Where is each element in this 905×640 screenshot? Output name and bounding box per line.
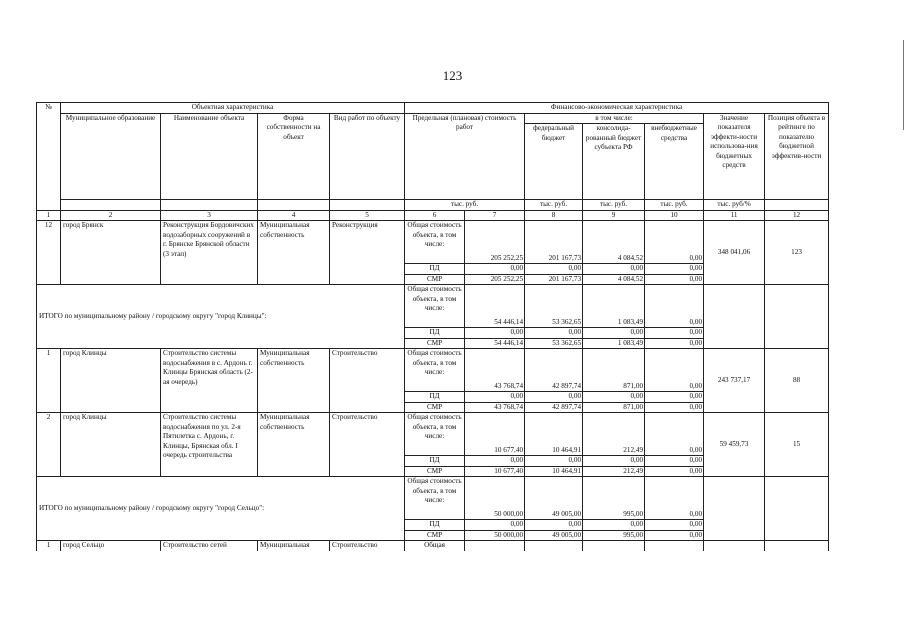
value-cell: 871,00 [583, 402, 645, 413]
subtotal-row-total [37, 477, 829, 520]
col-number: 4 [258, 210, 330, 221]
value-cell: 43 768,74 [465, 349, 525, 392]
value-cell: 0,00 [525, 520, 583, 531]
value-cell: 49 005,00 [525, 477, 583, 520]
header-work-type: Вид работ по объекту [330, 113, 405, 200]
value-cell: 871,00 [583, 349, 645, 392]
row-no: 2 [37, 413, 61, 477]
pd-label: ПД [405, 392, 465, 403]
row-object: Строительство сетей [161, 541, 258, 551]
row-rank: 123 [765, 221, 829, 285]
value-cell: 0,00 [465, 456, 525, 467]
row-indicator: 243 737,17 [704, 349, 765, 413]
header-limit-cost: Предельная (плановая) стоимость работ [405, 113, 525, 200]
value-cell: 0,00 [645, 456, 704, 467]
value-cell: 10 677,40 [465, 413, 525, 456]
row-work-type: Строительство [330, 349, 405, 413]
col-number: 5 [330, 210, 405, 221]
value-cell: 0,00 [583, 264, 645, 275]
col-number: 2 [61, 210, 161, 221]
row-no: 1 [37, 541, 61, 551]
row-municipality: город Клинцы [61, 349, 161, 413]
value-cell: 10 677,40 [465, 466, 525, 477]
unit-cell: тыс. руб. [525, 200, 583, 211]
object-row-total [37, 413, 829, 456]
value-cell: 0,00 [645, 520, 704, 531]
header-consolidated: консолида-рованный бюджет субъекта РФ [583, 124, 645, 200]
value-cell: 201 167,73 [525, 221, 583, 264]
smr-label: СМР [405, 466, 465, 477]
value-cell: 0,00 [645, 530, 704, 541]
value-cell: 0,00 [525, 456, 583, 467]
header-object-name: Наименование объекта [161, 113, 258, 200]
pd-label: ПД [405, 456, 465, 467]
subtotal-row-total [37, 285, 829, 328]
row-work-type: Строительство [330, 413, 405, 477]
value-cell: 0,00 [645, 392, 704, 403]
value-cell: 0,00 [583, 392, 645, 403]
header-indicator: Значение показателя эффекти-ности использова-ния бюджетных средств [704, 113, 765, 200]
header-row-2 [37, 113, 829, 124]
value-cell: 0,00 [583, 328, 645, 339]
value-cell: 4 084,52 [583, 221, 645, 264]
row-work-type: Реконструкция [330, 221, 405, 285]
header-ownership: Форма собственности на объект [258, 113, 330, 200]
row-ownership: Муниципальная собственность [258, 221, 330, 285]
row-object: Строительство системы водоснабжения по ул. 2-я Пятилетка с. Ардонь, г. Клинцы, Брянская обл. I очередь строительства [161, 413, 258, 477]
value-cell: 0,00 [645, 413, 704, 456]
header-municipality: Муниципальное образование [61, 113, 161, 200]
value-cell: 1 083,49 [583, 338, 645, 349]
row-rank: 88 [765, 349, 829, 413]
value-cell: 0,00 [465, 328, 525, 339]
value-cell: 0,00 [525, 392, 583, 403]
value-cell: 53 362,65 [525, 285, 583, 328]
pd-label: ПД [405, 264, 465, 275]
col-number: 8 [525, 210, 583, 221]
header-including: в том числе: [525, 113, 704, 124]
col-number: 7 [465, 210, 525, 221]
header-federal: федеральный бюджет [525, 124, 583, 200]
smr-label: СМР [405, 402, 465, 413]
object-row-total [37, 349, 829, 392]
value-cell: 0,00 [645, 274, 704, 285]
margin-line [903, 40, 904, 130]
subtotal-label: ИТОГО по муниципальному району / городскому округу "город Клинцы": [37, 285, 405, 349]
row-rank: 15 [765, 413, 829, 477]
row-work-type: Строительство [330, 541, 405, 551]
smr-label: СМР [405, 338, 465, 349]
row-ownership: Муниципальная собственность [258, 413, 330, 477]
col-number: 9 [583, 210, 645, 221]
value-cell: 54 446,14 [465, 285, 525, 328]
total-cost-label-partial: Общая [405, 541, 465, 551]
row-no: 12 [37, 221, 61, 285]
col-number: 1 [37, 210, 61, 221]
value-cell: 0,00 [583, 520, 645, 531]
value-cell: 0,00 [583, 456, 645, 467]
value-cell: 0,00 [645, 477, 704, 520]
row-ownership: Муниципальная собственность [258, 349, 330, 413]
subtotal-label: ИТОГО по муниципальному району / городскому округу "город Сельцо": [37, 477, 405, 541]
value-cell: 42 897,74 [525, 349, 583, 392]
col-number: 6 [405, 210, 465, 221]
investment-table [36, 102, 829, 551]
page-number: 123 [442, 68, 463, 83]
value-cell: 49 005,00 [525, 530, 583, 541]
header-units-row [37, 200, 829, 211]
pd-label: ПД [405, 328, 465, 339]
object-row-total [37, 221, 829, 264]
unit-cell: тыс. руб. [405, 200, 525, 211]
row-no: 1 [37, 349, 61, 413]
value-cell: 4 084,52 [583, 274, 645, 285]
header-rank: Позиция объекта в рейтинге по показателю бюджетной эффектив-ности [765, 113, 829, 200]
value-cell: 0,00 [645, 264, 704, 275]
value-cell: 212,49 [583, 466, 645, 477]
total-cost-label: Общая стоимость объекта, в том числе: [405, 477, 465, 520]
row-municipality: город Клинцы [61, 413, 161, 477]
row-object: Реконструкция Бордовичских водозаборных сооружений в г. Брянске Брянской области (3 этап) [161, 221, 258, 285]
value-cell: 0,00 [645, 349, 704, 392]
value-cell: 995,00 [583, 477, 645, 520]
col-number: 3 [161, 210, 258, 221]
value-cell: 201 167,73 [525, 274, 583, 285]
value-cell: 0,00 [645, 221, 704, 264]
value-cell: 0,00 [525, 328, 583, 339]
value-cell: 50 000,00 [465, 530, 525, 541]
header-no: № [37, 103, 61, 211]
value-cell: 0,00 [465, 392, 525, 403]
smr-label: СМР [405, 274, 465, 285]
value-cell: 0,00 [645, 338, 704, 349]
value-cell: 0,00 [525, 264, 583, 275]
total-cost-label: Общая стоимость объекта, в том числе: [405, 221, 465, 264]
row-indicator: 348 041,06 [704, 221, 765, 285]
row-municipality: город Сельцо [61, 541, 161, 551]
unit-cell: тыс. руб. [645, 200, 704, 211]
col-number: 12 [765, 210, 829, 221]
col-number: 11 [704, 210, 765, 221]
value-cell: 53 362,65 [525, 338, 583, 349]
value-cell: 995,00 [583, 530, 645, 541]
value-cell: 205 252,25 [465, 221, 525, 264]
row-ownership: Муниципальная [258, 541, 330, 551]
value-cell: 1 083,49 [583, 285, 645, 328]
total-cost-label: Общая стоимость объекта, в том числе: [405, 285, 465, 328]
smr-label: СМР [405, 530, 465, 541]
col-number: 10 [645, 210, 704, 221]
value-cell: 10 464,91 [525, 466, 583, 477]
value-cell: 0,00 [645, 328, 704, 339]
pd-label: ПД [405, 520, 465, 531]
column-numbers-row [37, 210, 829, 221]
value-cell: 212,49 [583, 413, 645, 456]
unit-cell: тыс. руб/% [704, 200, 765, 211]
row-object: Строительство системы водоснабжения в с. Ардонь г. Клинцы Брянская область (2-ая очередь) [161, 349, 258, 413]
value-cell: 43 768,74 [465, 402, 525, 413]
header-object-group: Объектная характеристика [61, 103, 405, 114]
total-cost-label: Общая стоимость объекта, в том числе: [405, 413, 465, 456]
row-indicator: 59 459,73 [704, 413, 765, 477]
total-cost-label: Общая стоимость объекта, в том числе: [405, 349, 465, 392]
header-row-1 [37, 103, 829, 114]
value-cell: 50 000,00 [465, 477, 525, 520]
value-cell: 0,00 [465, 520, 525, 531]
header-finance-group: Финансово-экономическая характеристика [405, 103, 829, 114]
value-cell: 42 897,74 [525, 402, 583, 413]
value-cell: 10 464,91 [525, 413, 583, 456]
value-cell: 0,00 [645, 466, 704, 477]
value-cell: 0,00 [465, 264, 525, 275]
value-cell: 205 252,25 [465, 274, 525, 285]
header-offbudget: внебюджетные средства [645, 124, 704, 200]
value-cell: 0,00 [645, 402, 704, 413]
object-row-partial [37, 541, 829, 551]
value-cell: 54 446,14 [465, 338, 525, 349]
unit-cell: тыс. руб. [583, 200, 645, 211]
row-municipality: город Брянск [61, 221, 161, 285]
value-cell: 0,00 [645, 285, 704, 328]
